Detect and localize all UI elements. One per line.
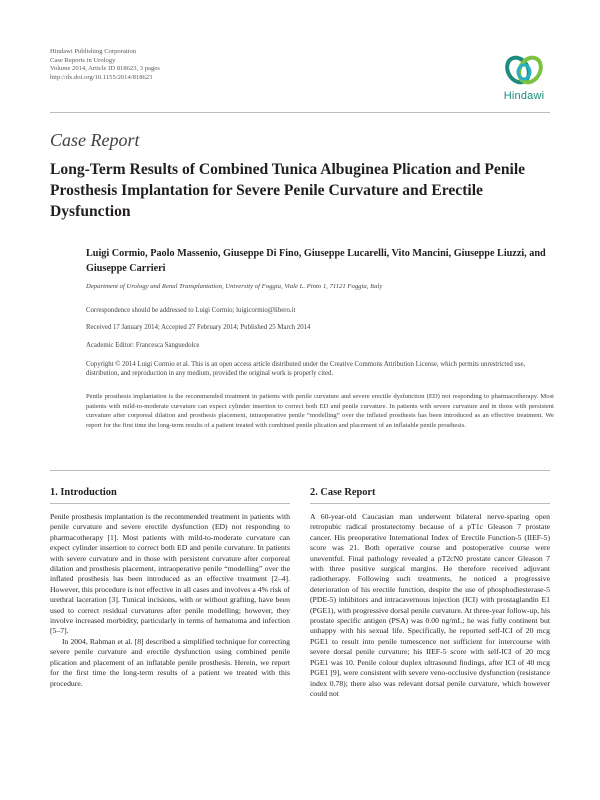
author-list: Luigi Cormio, Paolo Massenio, Giuseppe Di Fino, Giuseppe Lucarelli, Vito Mancini, Giuseppe Liuzzi, and Giuseppe Carrieri — [86, 248, 546, 274]
header-divider — [50, 112, 550, 113]
intro-paragraph-2: In 2004, Rahman et al. [8] described a simplified technique for correcting severe penile curvature and erectile dysfunction using combined penile plication and placement of an inflatable penile prosthesis. Herein, we report for the first time the long-term results of a patient we treated with this procedure. — [50, 636, 290, 688]
hindawi-logo-text: Hindawi — [503, 90, 545, 102]
abstract-divider — [50, 470, 550, 471]
article-type: Case Report — [50, 130, 140, 150]
article-dates: Received 17 January 2014; Accepted 27 February 2014; Published 25 March 2014 — [86, 324, 311, 331]
academic-editor: Academic Editor: Francesca Sanguedolce — [86, 342, 200, 349]
section-rule — [310, 503, 550, 504]
correspondence-line: Correspondence should be addressed to Luigi Cormio; luigicormio@libero.it — [86, 307, 296, 314]
journal-metadata — [50, 48, 350, 82]
journal-name: Case Reports in Urology — [50, 56, 116, 64]
hindawi-logo — [494, 50, 554, 110]
doi-link[interactable]: http://dx.doi.org/10.1155/2014/818623 — [50, 73, 153, 81]
section-rule — [50, 503, 290, 504]
author-affiliation: Department of Urology and Renal Transplantation, University of Foggia, Viale L. Pinto 1, 71121 Foggia, Italy — [86, 283, 383, 290]
hindawi-logo-icon — [494, 50, 554, 92]
copyright-notice: Copyright © 2014 Luigi Cormio et al. This is an open access article distributed under the Creative Commons Attribution License, which permits unrestricted use, distribution, and reproduction in any medium, provided the original work is properly cited. — [86, 361, 526, 378]
intro-paragraph-1: Penile prosthesis implantation is the recommended treatment in patients with penile curvature and severe erectile dysfunction (ED) not responding to pharmacotherapy [1]. Most patients with mild-to-moderate curvature can expect cylinder insertion to correct both ED and penile curvature. In patients with severe curvature and in those with persistent curvature after corporeal dilation and prosthesis placement, intraoperative penile “modelling” over the inflated prosthesis has been introduced as an effective treatment [2–4]. However, this procedure is not effective in all cases and involves a 4% risk of urethral laceration [3]. Tunical incisions, with or without grafting, have been used to correct residual curvatures after penile modelling; however, they involve increased morbidity, particularly in terms of hematoma and infection [5–7]. — [50, 512, 290, 636]
article-title: Long-Term Results of Combined Tunica Albuginea Plication and Penile Prosthesis Implantation for Severe Penile Curvature and Erectile Dysfunction — [50, 161, 526, 220]
right-column — [310, 485, 550, 796]
section-heading-introduction: 1. Introduction — [50, 487, 117, 498]
abstract: Penile prosthesis implantation is the recommended treatment in patients with penile curvature and severe erectile dysfunction (ED) not responding to pharmacotherapy. Most patients with mild-to-moderate curvature can expect cylinder insertion to correct both ED and penile curvature. In patients with severe curvature and in those with persistent curvature after corporeal dilation and prosthesis placement, intraoperative penile “modelling” over the inflated prosthesis has been introduced as an effective treatment. We report for the first time the long-term results of a patient treated with combined penile plication and placement of an inflatable penile prosthesis. — [86, 393, 554, 429]
left-column — [50, 485, 290, 689]
publisher-name: Hindawi Publishing Corporation — [50, 48, 137, 55]
case-paragraph-1: A 60-year-old Caucasian man underwent bilateral nerve-sparing open retropubic radical prostatectomy because of a pT1c Gleason 7 prostate cancer. His preoperative International Index of Erectile Function-5 (IIEF-5) score was 21. Both operative course and postoperative course were uneventful. Final pathology revealed a pT2cN0 prostate cancer Gleason 7 with three positive surgical margins. He therefore received adjuvant radiotherapy. Following such treatments, he noticed a progressive deterioration of his erectile function, despite the use of phosphodiesterase-5 (PDE-5) inhibitors and intracavernous injection (ICI) with prostaglandin E1 (PGE1), with progressive dorsal penile curvature. At three-year follow-up, his prostate specific antigen (PSA) was 0.00 ng/mL; he was fully continent but unhappy with his sexual life. Specifically, he reported self-ICI of 20 mcg PGE1 to result into penile tumescence not sufficient for intercourse with severe dorsal penile curvature; his IIEF-5 score with self-ICI of 20 mcg PGE1 was 10. Penile colour duplex ultrasound findings, after ICI of 40 mcg PGE1 [9], were consistent with severe veno-occlusive dysfunction (resistance index 0.78); there also was relevant dorsal penile curvature, which however could not — [310, 512, 550, 698]
section-heading-case-report: 2. Case Report — [310, 487, 376, 498]
volume-info: Volume 2014, Article ID 818623, 3 pages — [50, 65, 160, 73]
